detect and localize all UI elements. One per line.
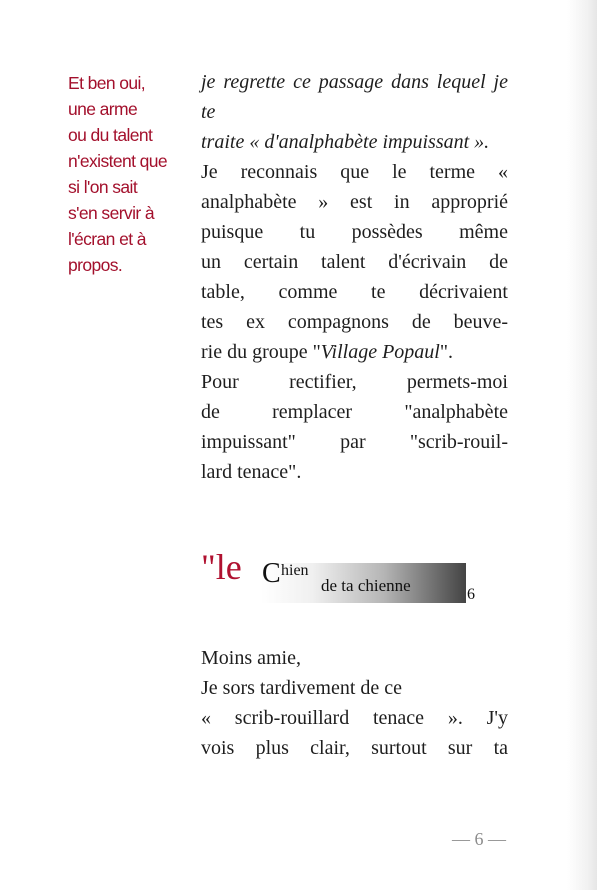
margin-note-line: n'existent que [68, 151, 168, 171]
text-segment: ". [439, 341, 454, 363]
margin-note-line: ou du talent [68, 125, 153, 145]
margin-note [68, 70, 180, 278]
text-line: impuissant" par "scrib-rouil- [201, 431, 508, 453]
text-line: un certain talent d'écrivain de [201, 251, 508, 273]
text-line: je regrette ce passage dans lequel je te [201, 71, 508, 123]
text-line: puisque tu possèdes même [201, 221, 508, 243]
title-rest: de ta chienne [321, 576, 411, 595]
text-line: analphabète » est in approprié [201, 191, 508, 213]
margin-note-line: une arme [68, 99, 138, 119]
page-number: — 6 — [452, 829, 506, 849]
chapter-number: 6 [467, 586, 475, 603]
text-line: traite « d'analphabète impuissant ». [201, 131, 490, 153]
body-paragraph-2 [201, 643, 508, 763]
text-line: Pour rectifier, permets-moi [201, 371, 508, 393]
title-quote-le: "le [201, 547, 242, 587]
margin-note-line: Et ben oui, [68, 73, 146, 93]
text-line: lard tenace". [201, 461, 302, 483]
margin-note-line: s'en servir à [68, 203, 154, 223]
title-hien: hien [281, 562, 309, 579]
text-line [201, 337, 508, 367]
chapter-title [201, 545, 491, 607]
text-line: tes ex compagnons de beuve- [201, 311, 508, 333]
text-line: vois plus clair, surtout sur ta [201, 737, 508, 759]
text-line: Je reconnais que le terme « [201, 161, 508, 183]
text-line: Je sors tardivement de ce [201, 677, 403, 699]
text-line: de remplacer "analphabète [201, 401, 508, 423]
text-line: table, comme te décrivaient [201, 281, 508, 303]
text-segment: rie du groupe " [201, 341, 321, 363]
title-initial: C [262, 558, 281, 589]
body-paragraph-1 [201, 67, 508, 487]
text-line: Moins amie, [201, 647, 301, 669]
text-line: « scrib-rouillard tenace ». J'y [201, 707, 508, 729]
group-name: Village Popaul [320, 341, 440, 363]
margin-note-line: propos. [68, 255, 123, 275]
margin-note-line: si l'on sait [68, 177, 138, 197]
page-edge-shadow [567, 0, 597, 890]
margin-note-line: l'écran et à [68, 229, 146, 249]
